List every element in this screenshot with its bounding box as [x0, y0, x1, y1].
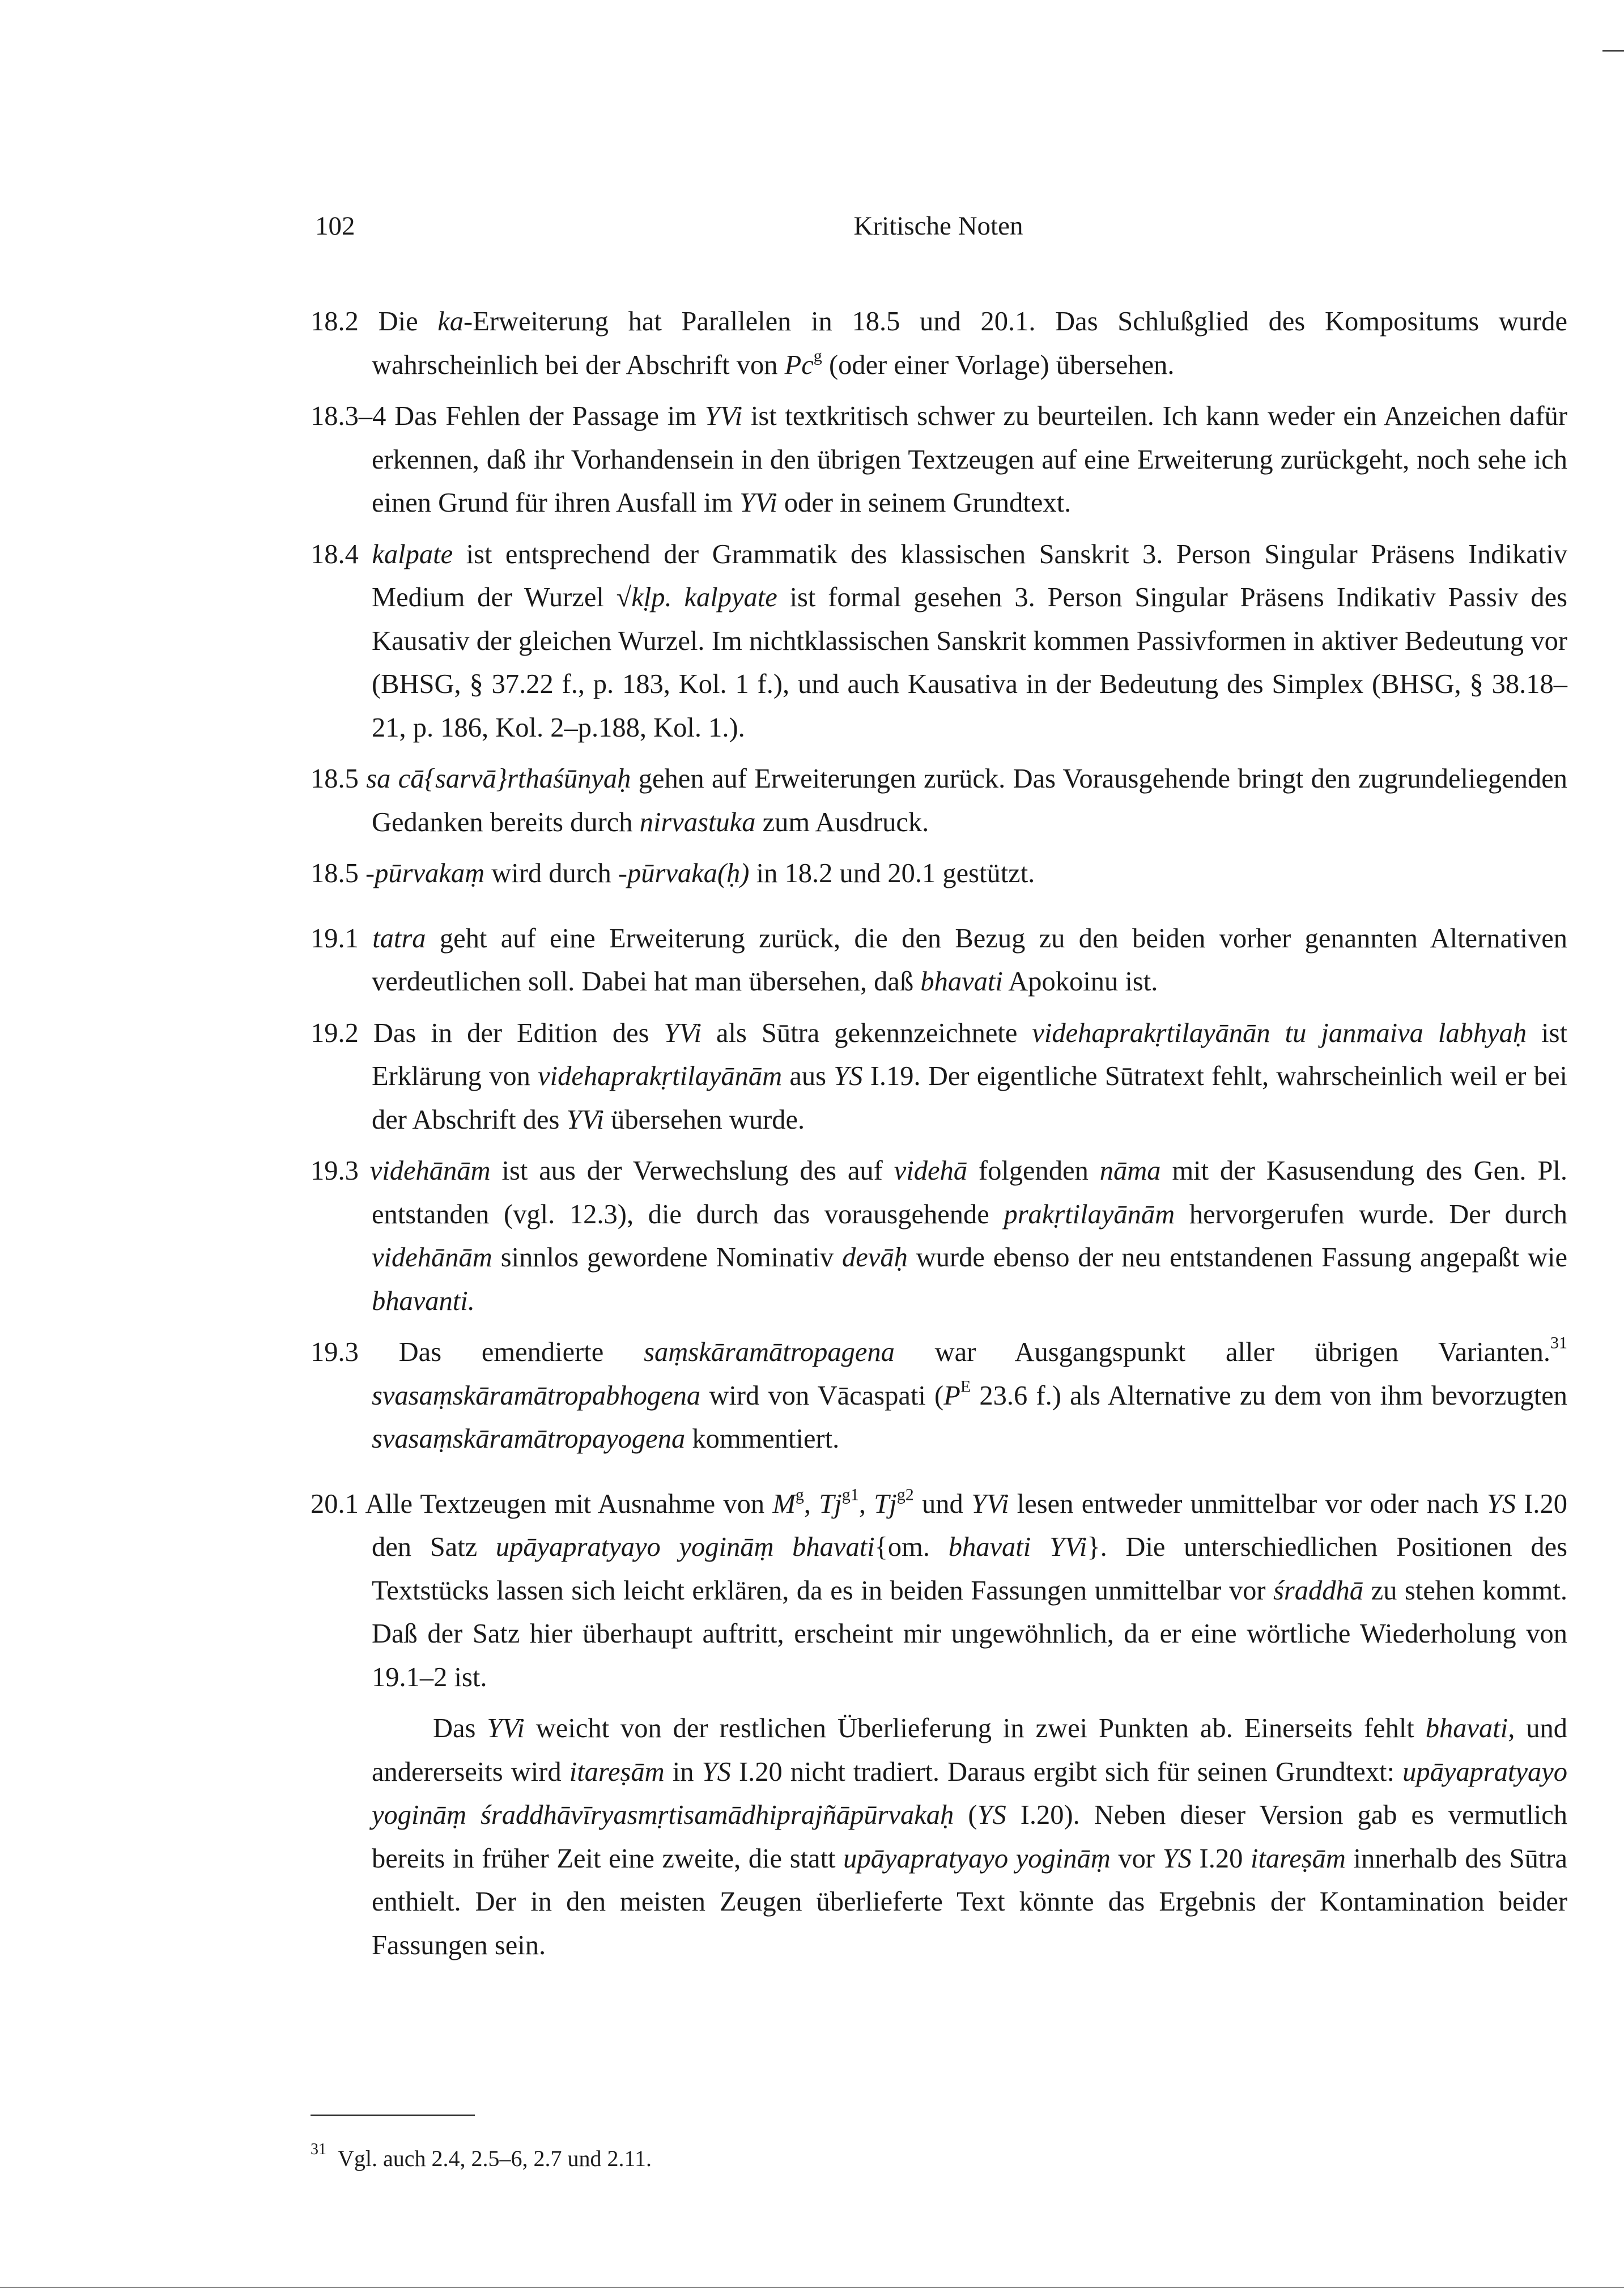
italic-term: videhaprakṛtilayānām: [538, 1061, 783, 1091]
superscript: g2: [896, 1484, 914, 1504]
italic-term: ka: [437, 307, 464, 337]
note-reference: 18.5: [311, 764, 359, 794]
running-title: Kritische Noten: [853, 211, 1023, 241]
italic-term: YVi: [704, 401, 743, 431]
italic-term: devāḥ: [842, 1243, 908, 1273]
note-reference: 19.2: [311, 1018, 359, 1048]
italic-term: nāma: [1099, 1156, 1161, 1186]
italic-term: YVi: [971, 1488, 1009, 1519]
italic-term: tatra: [372, 923, 426, 954]
note-text: geht auf eine Erweiterung zurück, die den Bezug zu den beiden vorher genannten Alternativen verdeutlichen soll. Dabei hat man übersehen, daß: [372, 923, 1567, 997]
italic-term: YS: [702, 1756, 731, 1787]
note-text: wird durch: [484, 858, 618, 888]
footnote-number: 31: [311, 2141, 326, 2158]
footnote-text: Vgl. auch 2.4, 2.5–6, 2.7 und 2.11.: [338, 2146, 652, 2171]
italic-term: YS: [977, 1800, 1006, 1830]
note-text: I.20 nicht tradiert. Daraus ergibt sich für seinen Grundtext:: [730, 1756, 1403, 1787]
note-text: und andererseits wird: [372, 1713, 1568, 1787]
note-text: Das: [433, 1713, 487, 1743]
note-text: ist aus der Verwechslung des auf: [490, 1156, 894, 1186]
critical-notes: [311, 300, 1567, 1975]
note-text: und: [913, 1488, 972, 1519]
note-text: zum Ausdruck.: [755, 807, 929, 837]
note-text: oder in seinem Grundtext.: [777, 488, 1072, 518]
note-text: gehen auf Erweiterungen zurück. Das Vorausgehende bringt den zugrundeliegenden Gedanken bereits durch: [372, 764, 1567, 837]
italic-term: Tj: [874, 1488, 897, 1519]
scan-mark: [1602, 50, 1624, 52]
italic-term: kalpate: [372, 539, 453, 569]
note-text: Apokoinu ist.: [1002, 967, 1158, 997]
note-reference: 19.3: [311, 1337, 359, 1367]
italic-term: YVi: [566, 1104, 604, 1135]
note-text: innerhalb des Sūtra enthielt. Der in den meisten Zeugen überlieferte Text könnte das Ergebnis der Kontamination beider Fassungen sein.: [372, 1843, 1567, 1960]
note-text: I.20). Neben dieser Version gab es vermutlich bereits in früher Zeit eine zweite, die statt: [372, 1800, 1567, 1874]
note-text: }. Die unterschiedlichen Positionen des Textstücks lassen sich leicht erklären, da es in beiden Fassungen unmittelbar vor: [372, 1532, 1567, 1606]
italic-term: P: [943, 1380, 960, 1411]
note-text: Alle Textzeugen mit Ausnahme von: [365, 1488, 773, 1519]
italic-term: M: [772, 1488, 796, 1519]
footnote-rule: [311, 2115, 475, 2116]
note-entry: [311, 395, 1567, 525]
italic-term: YVi: [487, 1713, 525, 1743]
italic-term: sa cā{sarvā}rthaśūnyaḥ: [366, 764, 631, 794]
note-text: in: [664, 1756, 702, 1787]
note-text: I.19. Der eigentliche Sūtratext fehlt, wahrscheinlich weil er bei der Abschrift des: [372, 1061, 1568, 1135]
note-paragraph: [311, 1707, 1567, 1967]
note-text: in 18.2 und 20.1 gestützt.: [749, 858, 1035, 888]
note-entry: [311, 1483, 1567, 1700]
superscript: E: [960, 1376, 971, 1396]
note-text: sinnlos gewordene Nominativ: [492, 1243, 843, 1273]
page-number: 102: [315, 211, 355, 241]
note-text: aus: [782, 1061, 834, 1091]
note-entry: [311, 1150, 1567, 1323]
note-text: -Erweiterung hat Parallelen in 18.5 und 20.1. Das Schlußglied des Kompositums wurde wahrscheinlich bei der Abschrift von: [372, 307, 1567, 380]
note-text: ,: [858, 1488, 874, 1519]
note-text: lesen entweder unmittelbar vor oder nach: [1009, 1488, 1487, 1519]
note-text: 23.6 f.) als Alternative zu dem von ihm bevorzugten: [971, 1380, 1567, 1411]
note-text: wird von Vācaspati (: [700, 1380, 944, 1411]
italic-term: YVi: [664, 1018, 702, 1048]
italic-term: videhā: [894, 1156, 968, 1186]
note-entry: [311, 300, 1567, 387]
note-text: I.20: [1191, 1843, 1251, 1874]
note-text: kommentiert.: [685, 1424, 840, 1454]
italic-term: bhavati YVi: [948, 1532, 1087, 1562]
note-reference: 20.1: [311, 1488, 359, 1519]
note-text: als Sūtra gekennzeichnete: [701, 1018, 1032, 1048]
note-text: Das in der Edition des: [373, 1018, 664, 1048]
note-text: mit der Kasusendung des Gen. Pl. entstanden (vgl. 12.3), die durch das vorausgehende: [372, 1156, 1568, 1230]
italic-term: -pūrvakaṃ: [365, 858, 485, 888]
italic-term: nirvastuka: [639, 807, 756, 837]
superscript: g: [813, 345, 822, 365]
note-text: ,: [804, 1488, 819, 1519]
note-entry: [311, 852, 1567, 896]
note-text: wurde ebenso der neu entstandenen Fassung angepaßt wie: [907, 1243, 1567, 1273]
note-text: weicht von der restlichen Überlieferung in zwei Punkten ab. Einerseits fehlt: [524, 1713, 1426, 1743]
note-text: ist Erklärung von: [372, 1018, 1568, 1091]
italic-term: itareṣām: [1250, 1843, 1346, 1874]
superscript: 31: [1550, 1333, 1568, 1352]
note-text: Das emendierte: [398, 1337, 644, 1367]
italic-term: itareṣām: [569, 1756, 665, 1787]
note-reference: 19.3: [311, 1156, 359, 1186]
note-text: übersehen wurde.: [603, 1104, 805, 1135]
note-text: I.20 den Satz: [372, 1488, 1568, 1562]
note-text: {om.: [874, 1532, 949, 1562]
note-entry: [311, 758, 1567, 844]
note-text: Die: [378, 307, 438, 337]
note-text: hervorgerufen wurde. Der durch: [1175, 1199, 1567, 1230]
note-reference: 18.5: [311, 858, 359, 888]
italic-term: YS: [834, 1061, 863, 1091]
italic-term: svasaṃskāramātropayogena: [372, 1424, 686, 1454]
note-entry: [311, 917, 1567, 1004]
italic-term: kḷp. kalpyate: [631, 582, 777, 612]
note-reference: 19.1: [311, 923, 359, 954]
note-reference: 18.3–4: [311, 401, 386, 431]
note-text: (: [954, 1800, 977, 1830]
italic-term: śraddhā: [1273, 1575, 1364, 1606]
italic-term: YS: [1162, 1843, 1192, 1874]
italic-term: upāyapratyayo yogināṃ śraddhāvīryasmṛtisamādhiprajñāpūrvakaḥ: [372, 1756, 1568, 1830]
italic-term: YVi: [739, 488, 777, 518]
note-text: folgenden: [967, 1156, 1100, 1186]
note-text: ist textkritisch schwer zu beurteilen. Ich kann weder ein Anzeichen dafür erkennen, daß ihr Vorhandensein in den übrigen Textzeugen auf eine Erweiterung zurückgeht, noch sehe ich einen Grund für ihren Ausfall im: [372, 401, 1567, 518]
italic-term: prakṛtilayānām: [1004, 1199, 1175, 1230]
note-entry: [311, 533, 1567, 750]
note-text: vor: [1110, 1843, 1163, 1874]
italic-term: Tj: [819, 1488, 842, 1519]
note-text: zu stehen kommt. Daß der Satz hier überhaupt auftritt, erscheint mir ungewöhnlich, da er eine wörtliche Wiederholung von 19.1–2 ist.: [372, 1575, 1567, 1692]
italic-term: svasaṃskāramātropabhogena: [372, 1380, 701, 1411]
italic-term: saṃskāramātropagena: [644, 1337, 895, 1367]
scan-mark: [0, 2287, 1624, 2288]
italic-term: bhavati: [920, 967, 1003, 997]
note-reference: 18.2: [311, 307, 359, 337]
note-text: ist formal gesehen 3. Person Singular Präsens Indikativ Passiv des Kausativ der gleichen Wurzel. Im nichtklassischen Sanskrit kommen Passivformen in aktiver Bedeutung vor (BHSG, § 37.22 f., p. 183, Kol. 1 f.), und auch Kausativa in der Bedeutung des Simplex (BHSG, § 38.18–21, p. 186, Kol. 2–p.188, Kol. 1.).: [372, 582, 1567, 743]
note-text: (oder einer Vorlage) übersehen.: [822, 350, 1175, 380]
italic-term: YS: [1486, 1488, 1516, 1519]
italic-term: videhaprakṛtilayānān tu janmaiva labhyaḥ: [1032, 1018, 1527, 1048]
note-entry: [311, 1012, 1567, 1142]
footnote: [311, 2143, 1557, 2175]
note-text: war Ausgangspunkt aller übrigen Varianten.: [894, 1337, 1550, 1367]
italic-term: Pc: [784, 350, 814, 380]
italic-term: bhavanti.: [372, 1286, 475, 1316]
italic-term: -pūrvaka(ḥ): [618, 858, 750, 888]
note-text: Das Fehlen der Passage im: [394, 401, 705, 431]
italic-term: bhavati,: [1425, 1713, 1515, 1743]
page-header: [315, 211, 1562, 256]
note-text: ist entsprechend der Grammatik des klassischen Sanskrit 3. Person Singular Präsens Indikativ Medium der Wurzel √: [372, 539, 1568, 612]
italic-term: videhānām: [369, 1156, 491, 1186]
italic-term: videhānām: [372, 1243, 492, 1273]
note-entry: [311, 1331, 1567, 1461]
note-reference: 18.4: [311, 539, 359, 569]
superscript: g1: [841, 1484, 859, 1504]
italic-term: upāyapratyayo yogināṃ: [843, 1843, 1111, 1874]
superscript: g: [795, 1484, 804, 1504]
italic-term: upāyapratyayo yogināṃ bhavati: [495, 1532, 875, 1562]
